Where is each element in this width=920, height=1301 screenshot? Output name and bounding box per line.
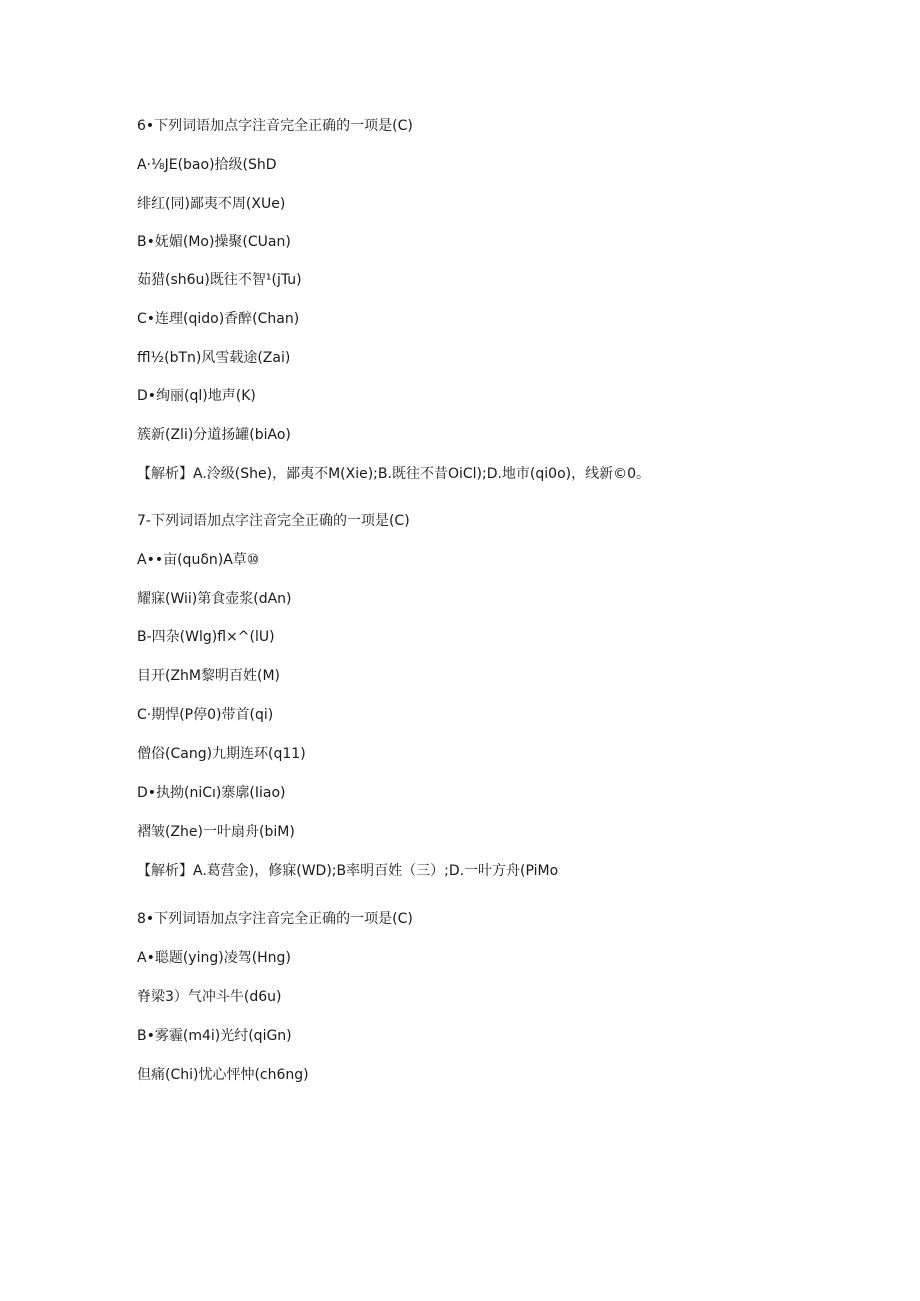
question-6-option-a-line1: A·⅛JE(bao)拾级(ShD [137,157,277,173]
question-7-option-a-line1: A••亩(quδn)A草⑩ [137,552,260,568]
question-6-option-c-line1: C•连理(qido)香醉(Chan) [137,311,300,327]
question-7-analysis: 【解析】A.葛营金)，修寐(WD);B率明百姓（三）;D.一叶方舟(PiMo [137,863,559,879]
question-8-option-b-line2: 但痛(Chi)忧心怦忡(ch6ng) [137,1067,309,1083]
question-6-analysis: 【解析】A.泠级(She)，鄙夷不M(Xie);B.既往不昔OiCl);D.地市(qi0o)，线新©0。 [137,466,651,482]
question-7-option-d-line2: 褶皱(Zhe)一叶扇舟(biM) [137,824,295,840]
question-6-option-a-line2: 绯红(同)鄙夷不周(XUe) [137,196,286,212]
question-6-stem: 6•下列词语加点字注音完全正确的一项是(C) [137,118,413,134]
question-7-option-d-line1: D•执拗(niCı)寨廓(Iiao) [137,785,286,801]
question-6-option-d-line1: D•绚丽(ql)地声(K) [137,388,256,404]
question-7-option-b-line2: 目开(ZhM黎明百姓(M) [137,668,281,684]
question-7-stem: 7-下列词语加点字注音完全正确的一项是(C) [137,513,410,529]
question-7-option-b-line1: B-四杂(Wlg)fl×^(lU) [137,629,275,645]
question-6-option-b-line1: B•妩媚(Mo)操聚(CUan) [137,234,291,250]
question-8-stem: 8•下列词语加点字注音完全正确的一项是(C) [137,911,413,927]
question-7-option-a-line2: 耀寐(Wii)第食壶浆(dAn) [137,591,292,607]
question-6-option-c-line2: ffl½(bTn)风雪载途(Zai) [137,350,291,366]
question-6-option-b-line2: 茹猎(sh6u)既往不智¹(jTu) [137,272,302,288]
question-8-option-a-line1: A•聪题(ying)凌驾(Hng) [137,950,291,966]
question-7-option-c-line1: C·期悍(P停0)带首(qi) [137,707,274,723]
question-8-option-a-line2: 脊梁3）气冲斗牛(d6u) [137,989,282,1005]
question-7-option-c-line2: 僧俗(Cang)九期连环(q11) [137,746,306,762]
question-8-option-b-line1: B•雾霾(m4i)光纣(qiGn) [137,1028,292,1044]
question-6-option-d-line2: 簇新(Zli)分道扬罐(biAo) [137,427,291,443]
